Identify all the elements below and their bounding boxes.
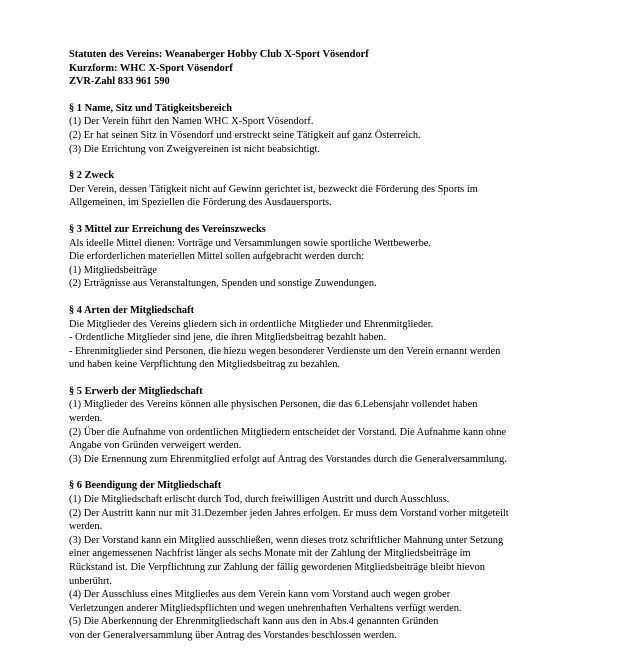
section-text-line: (2) Der Austritt kann nur mit 31.Dezember jeden Jahres erfolgen. Er muss dem Vorstand vorher mitgeteilt [69, 507, 509, 519]
section-text-line: - Ordentliche Mitglieder sind jene, die ihren Mitgliedsbeitrag bezahlt haben. [69, 332, 387, 344]
section-text-line: (3) Die Errichtung von Zweigvereinen ist nicht beabsichtigt. [69, 143, 321, 155]
section-text-line: werden. [69, 413, 103, 425]
section-text-line: werden. [69, 521, 103, 533]
section-text-line: (2) Er hat seinen Sitz in Vösendorf und erstreckt seine Tätigkeit auf ganz Österreich. [69, 129, 421, 141]
document-header [69, 48, 589, 89]
section-text-line: Die erforderlichen materiellen Mittel sollen aufgebracht werden durch: [69, 251, 365, 263]
section-text-line: Rückstand ist. Die Verpflichtung zur Zahlung der fällig gewordenen Mitgliedsbeiträge bleibt hievon [69, 562, 485, 573]
section-title: § 2 Zweck [69, 170, 115, 182]
section-text-line: (1) Mitgliedsbeiträge [69, 264, 158, 276]
section-text-line: und haben keine Verpflichtung den Mitgliedsbeitrag zu bezahlen. [69, 359, 341, 371]
section-6 [69, 479, 589, 642]
section-4 [69, 304, 589, 372]
section-text-line: unberührt. [69, 575, 112, 587]
section-text-line: (2) Über die Aufnahme von ordentlichen Mitgliedern entscheidet der Vorstand. Die Aufnahme kann ohne [69, 426, 507, 438]
section-text-line: (3) Die Ernennung zum Ehrenmitglied erfolgt auf Antrag des Vorstandes durch die Generalversammlung. [69, 453, 507, 465]
section-text-line: (4) Der Ausschluss eines Mitgliedes aus dem Verein kann vom Vorstand auch wegen grober [69, 589, 451, 601]
section-text-line: Verletzungen anderer Mitgliedspflichten und wegen unehrenhaften Verhaltens verfügt werden. [69, 602, 462, 614]
document-title: Statuten des Vereins: Weanaberger Hobby Club X-Sport Vösendorf [69, 49, 369, 60]
section-text-line: Die Mitglieder des Vereins gliedern sich in ordentliche Mitglieder und Ehrenmitglieder. [69, 318, 434, 330]
section-text-line: (1) Mitglieder des Vereins können alle physischen Personen, die das 6.Lebensjahr vollendet haben [69, 399, 478, 411]
section-text-line: Der Verein, dessen Tätigkeit nicht auf Gewinn gerichtet ist, bezweckt die Förderung des Sports im [69, 183, 478, 195]
section-text-line: Angabe von Gründen verweigert werden. [69, 440, 242, 452]
document-short-form: Kurzform: WHC X-Sport Vösendorf [69, 62, 233, 74]
section-text-line: (3) Der Vorstand kann ein Mitglied ausschließen, wenn dieses trotz schriftlicher Mahnung unter Setzung [69, 534, 504, 546]
section-title: § 6 Beendigung der Mitgliedschaft [69, 480, 222, 492]
section-text-line: Als ideelle Mittel dienen: Vorträge und Versammlungen sowie sportliche Wettbewerbe. [69, 237, 431, 249]
section-text-line: - Ehrenmitglieder sind Personen, die hiezu wegen besonderer Verdienste um den Verein ernannt werden [69, 345, 501, 357]
section-text-line: von der Generalversammlung über Antrag des Vorstandes beschlossen werden. [69, 629, 397, 641]
section-title: § 3 Mittel zur Erreichung des Vereinszwecks [69, 223, 266, 235]
section-2 [69, 169, 589, 210]
section-5 [69, 385, 589, 467]
document-zvr-number: ZVR-Zahl 833 961 590 [69, 76, 170, 88]
section-3 [69, 223, 589, 291]
section-title: § 1 Name, Sitz und Tätigkeitsbereich [69, 102, 232, 114]
section-title: § 5 Erwerb der Mitgliedschaft [69, 385, 203, 397]
section-title: § 4 Arten der Mitgliedschaft [69, 304, 195, 316]
section-text-line: Allgemeinen, im Speziellen die Förderung des Ausdauersports. [69, 197, 332, 209]
section-1 [69, 102, 589, 156]
section-text-line: einer angemessenen Nachfrist länger als sechs Monate mit der Zahlung der Mitgliedsbeiträge im [69, 548, 471, 560]
document-page [69, 48, 589, 643]
section-text-line: (1) Der Verein führt den Namen WHC X-Sport Vösendorf. [69, 116, 314, 128]
section-text-line: (2) Erträgnisse aus Veranstaltungen, Spenden und sonstige Zuwendungen. [69, 278, 377, 290]
section-text-line: (5) Die Aberkennung der Ehrenmitgliedschaft kann aus den in Abs.4 genannten Gründen [69, 616, 439, 628]
sections-container [69, 102, 589, 643]
section-text-line: (1) Die Mitgliedschaft erlischt durch Tod, durch freiwilligen Austritt und durch Ausschluss. [69, 494, 450, 506]
